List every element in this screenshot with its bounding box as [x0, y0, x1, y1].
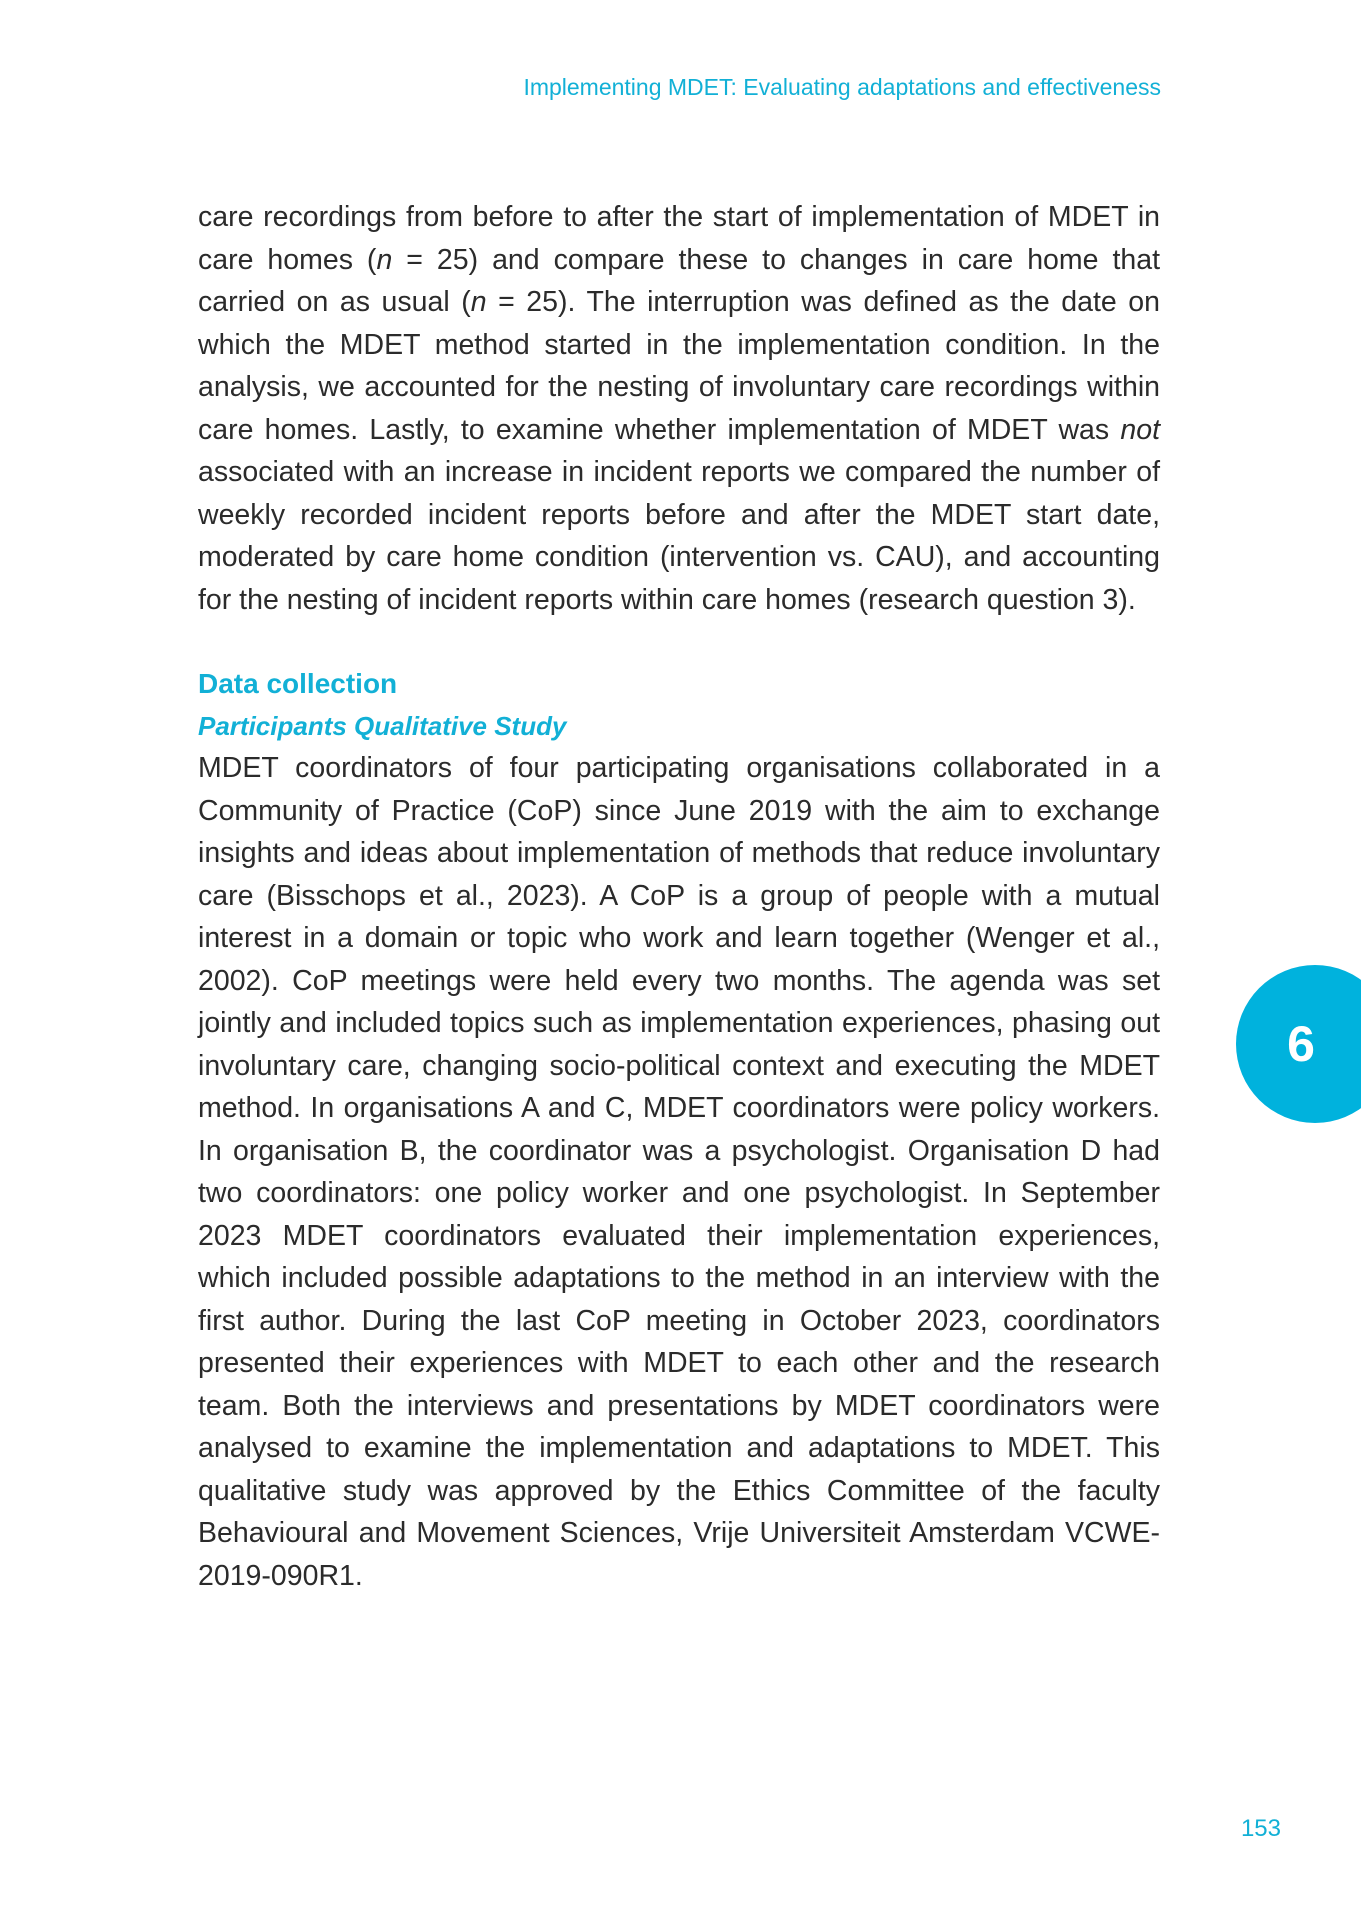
- section-heading: Data collection: [198, 668, 398, 699]
- text-run: = 25). The interruption was defined as the date on which the MDET method started in the implementation condition. In the analysis, we accounted for the nesting of involuntary care recordings within care homes. Lastly, to examine whether implementation of MDET was: [198, 286, 1161, 446]
- italic-n: n: [376, 243, 393, 276]
- sub-heading: Participants Qualitative Study: [198, 711, 567, 741]
- text-run: = 25) and compare these to changes in care home that carried on as usual (: [198, 243, 1161, 318]
- running-header: Implementing MDET: Evaluating adaptations and effectiveness: [523, 74, 1161, 100]
- italic-not: not: [1120, 413, 1160, 446]
- chapter-number: 6: [1287, 1016, 1315, 1072]
- text-run: associated with an increase in incident reports we compared the number of weekly recorded incident reports before and after the MDET start date, moderated by care home condition (intervention vs. CAU), and accounting for the nesting of incident reports within care homes (research question 3).: [198, 456, 1160, 616]
- page-number: 153: [1240, 1815, 1281, 1842]
- body-paragraph-methods: [198, 196, 1160, 621]
- chapter-tab: [1236, 965, 1361, 1123]
- text-run: care recordings from before to after the start of implementation of MDET in care homes (: [198, 201, 1160, 276]
- body-paragraph-participants: MDET coordinators of four participating organisations collaborated in a Community of Practice (CoP) since June 2019 with the aim to exchange insights and ideas about implementation of methods that reduce involuntary care (Bisschops et al., 2023). A CoP is a group of people with a mutual interest in a domain or topic who work and learn together (Wenger et al., 2002). CoP meetings were held every two months. The agenda was set jointly and included topics such as implementation experiences, phasing out involuntary care, changing socio-political context and executing the MDET method. In organisations A and C, MDET coordinators were policy workers. In organisation B, the coordinator was a psychologist. Organisation D had two coordinators: one policy worker and one psychologist. In September 2023 MDET coordinators evaluated their implementation experiences, which included possible adaptations to the method in an interview with the first author. During the last CoP meeting in October 2023, coordinators presented their experiences with MDET to each other and the research team. Both the interviews and presentations by MDET coordinators were analysed to examine the implementation and adaptations to MDET. This qualitative study was approved by the Ethics Committee of the faculty Behavioural and Movement Sciences, Vrije Universiteit Amsterdam VCWE-2019-090R1.: [198, 752, 1160, 1592]
- page-content: [198, 196, 1160, 1597]
- italic-n: n: [470, 286, 487, 318]
